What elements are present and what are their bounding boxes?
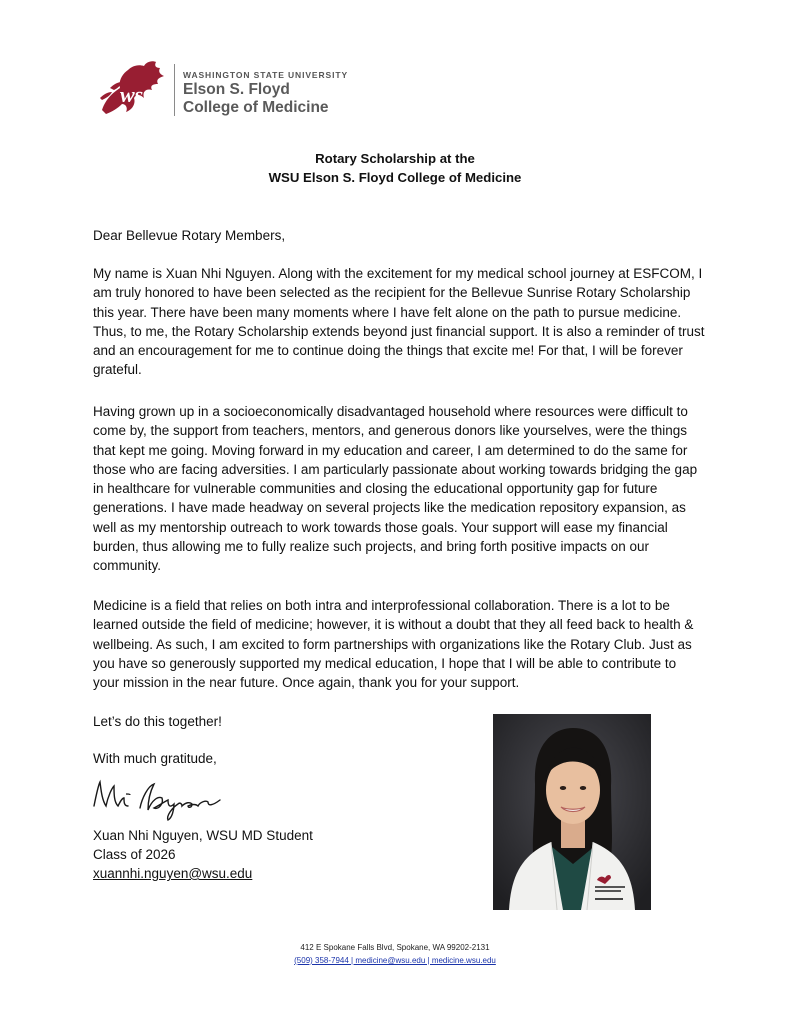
logo-university: WASHINGTON STATE UNIVERSITY [183, 70, 349, 80]
logo-divider [174, 64, 175, 116]
logo-line-1: Elson S. Floyd [183, 81, 290, 98]
footer-address: 412 E Spokane Falls Blvd, Spokane, WA 99202-2131 [300, 943, 490, 952]
signer-name: Xuan Nhi Nguyen, WSU MD Student [93, 828, 313, 843]
wsu-logo [96, 58, 366, 122]
footer-contact-links[interactable] [0, 956, 790, 965]
paragraph-1: My name is Xuan Nhi Nguyen. Along with the excitement for my medical school journey at ESFCOM, I am truly honored to have been selected as the recipient for the Bellevue Sunrise Rotary Scholarship this year. There have been many moments where I have felt alone on the path to pursue medicine. Thus, to me, the Rotary Scholarship extends beyond just financial support. It is also a reminder of trust and an encouragement for me to continue doing the things that excite me! For that, I will be forever grateful. [93, 266, 705, 378]
closing-line-2: With much gratitude, [93, 751, 217, 766]
closing-line-1: Let’s do this together! [93, 714, 222, 729]
paragraph-2: Having grown up in a socioeconomically disadvantaged household where resources were difficult to come by, the support from teachers, mentors, and generous donors like yourselves, were the things that kept me going. Moving forward in my education and career, I am determined to do the same for those who are facing adversities. I am particularly passionate about working towards bridging the gap in healthcare for vulnerable communities and closing the educational opportunity gap for future generations. I have made headway on several projects like the medication repository expansion, as well as my mentorship outreach to work towards those goals. Your support will ease my financial burden, thus allowing me to fully realize such projects, and bring forth positive impacts on our community. [93, 404, 698, 574]
letter-title-line-2: WSU Elson S. Floyd College of Medicine [268, 170, 522, 185]
portrait-photo [493, 714, 651, 910]
salutation: Dear Bellevue Rotary Members, [93, 228, 286, 243]
paragraph-3: Medicine is a field that relies on both intra and interprofessional collaboration. There is a lot to be learned outside the field of medicine; however, it is without a doubt that they all feed back to health & wellbeing. As such, I am excited to form partnerships with organizations like the Rotary Club. Just as you have so generously supported my medical education, I hope that I will be able to contribute to your mission in the near future. Once again, thank you for your support. [93, 598, 694, 691]
svg-text:wsu: wsu [120, 82, 156, 107]
footer-contact-text[interactable]: (509) 358-7944 | medicine@wsu.edu | medicine.wsu.edu [294, 956, 496, 965]
handwritten-signature [88, 776, 228, 822]
logo-line-2: College of Medicine [183, 99, 329, 116]
cougar-head-icon [96, 58, 168, 120]
signer-email-link[interactable]: xuannhi.nguyen@wsu.edu [93, 866, 253, 881]
signer-class: Class of 2026 [93, 847, 176, 862]
letter-title-line-1: Rotary Scholarship at the [315, 151, 475, 166]
